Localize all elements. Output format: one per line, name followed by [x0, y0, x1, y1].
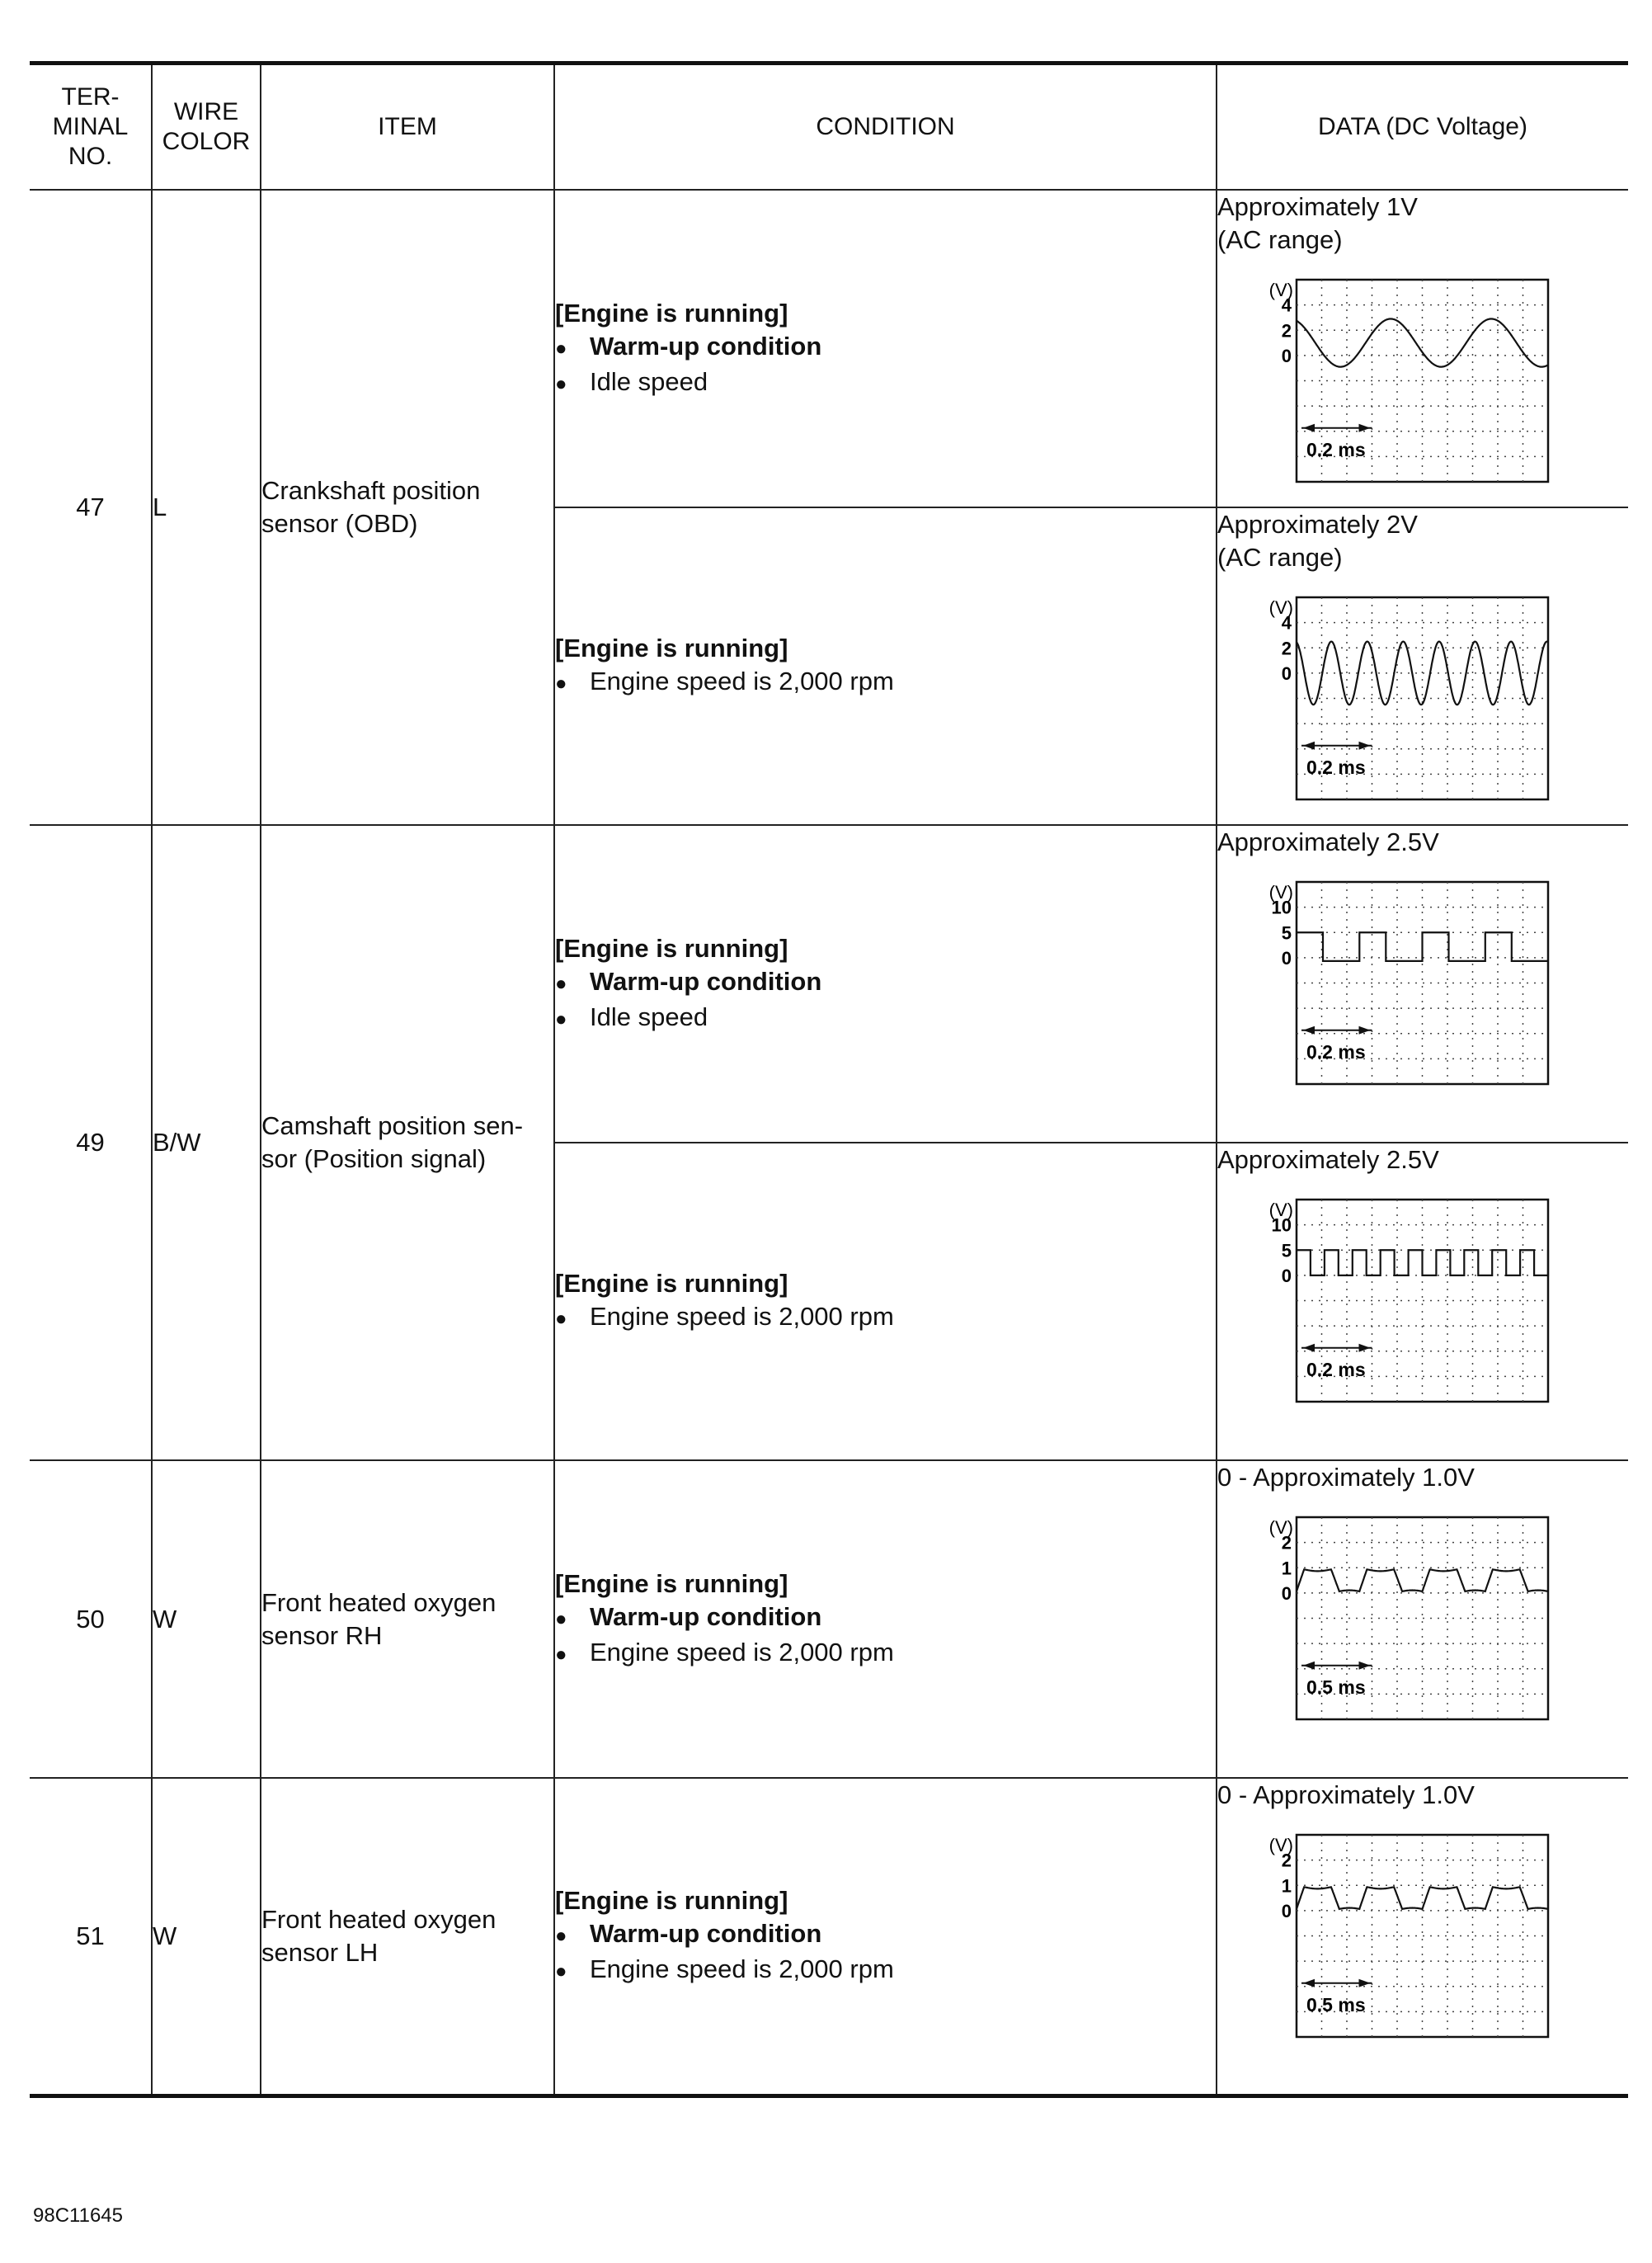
- scope-y-tick-label: 0: [1281, 947, 1292, 969]
- header-item: ITEM: [261, 64, 554, 191]
- condition-bullet: ● Warm-up condition: [555, 330, 1216, 365]
- oscilloscope-display: [1250, 265, 1628, 487]
- scope-unit-label: (V): [1268, 280, 1293, 300]
- condition-cell: [554, 190, 1217, 507]
- data-cell: [1217, 507, 1628, 825]
- scope-y-tick-label: 2: [1281, 638, 1292, 659]
- item-line: Crankshaft position: [261, 476, 481, 505]
- condition-bullet: ● Warm-up condition: [555, 965, 1216, 1001]
- wire-color: W: [152, 1460, 261, 1778]
- terminal-number: 50: [30, 1460, 152, 1778]
- table-row: [30, 1460, 1628, 1778]
- data-cell: [1217, 1778, 1628, 2096]
- scope-y-tick-label: 4: [1281, 612, 1292, 634]
- data-voltage-text: Approximately 1V: [1217, 192, 1418, 221]
- terminal-number: 49: [30, 825, 152, 1460]
- condition-heading: [Engine is running]: [555, 933, 788, 963]
- time-division-label: 0.2 ms: [1306, 1358, 1366, 1380]
- scope-y-tick-label: 0: [1281, 1582, 1292, 1604]
- table-row: [30, 190, 1628, 507]
- item-description: [261, 1460, 554, 1778]
- oscilloscope-waveform: [1250, 265, 1556, 487]
- data-cell: [1217, 190, 1628, 507]
- item-description: [261, 1778, 554, 2096]
- data-cell: [1217, 1143, 1628, 1460]
- oscilloscope-display: [1250, 1502, 1628, 1724]
- condition-bullet: ● Engine speed is 2,000 rpm: [555, 1300, 1216, 1336]
- wire-color: W: [152, 1778, 261, 2096]
- scope-y-tick-label: 5: [1281, 1240, 1292, 1261]
- data-voltage-text: Approximately 2V: [1217, 510, 1418, 539]
- header-row: [30, 64, 1628, 191]
- data-voltage-text: Approximately 2.5V: [1217, 1145, 1439, 1174]
- figure-code: 98C11645: [33, 2204, 123, 2227]
- scope-y-tick-label: 0: [1281, 345, 1292, 366]
- data-cell: [1217, 1460, 1628, 1778]
- scope-y-tick-label: 2: [1281, 1850, 1292, 1871]
- oscilloscope-waveform: [1250, 867, 1556, 1089]
- item-line: sensor LH: [261, 1937, 379, 1967]
- condition-bullet: ● Engine speed is 2,000 rpm: [555, 665, 1216, 700]
- item-line: Camshaft position sen-: [261, 1111, 524, 1140]
- scope-y-tick-label: 2: [1281, 320, 1292, 342]
- scope-unit-label: (V): [1268, 1200, 1293, 1220]
- condition-heading: [Engine is running]: [555, 298, 788, 328]
- scope-y-tick-label: 0: [1281, 1265, 1292, 1286]
- condition-cell: [554, 507, 1217, 825]
- header-wire-color: WIRE COLOR: [152, 64, 261, 191]
- time-division-label: 0.2 ms: [1306, 756, 1366, 778]
- oscilloscope-display: [1250, 1185, 1628, 1407]
- condition-bullet: ● Engine speed is 2,000 rpm: [555, 1953, 1216, 1988]
- condition-cell: [554, 1143, 1217, 1460]
- scope-y-tick-label: 0: [1281, 1900, 1292, 1921]
- oscilloscope-display: [1250, 867, 1628, 1089]
- header-terminal-no: TER- MINAL NO.: [30, 64, 152, 191]
- condition-cell: [554, 1460, 1217, 1778]
- scope-y-tick-label: 10: [1271, 1214, 1292, 1236]
- terminal-data-sheet: [30, 61, 1628, 2098]
- oscilloscope-display: [1250, 1820, 1628, 2042]
- data-voltage-text: Approximately 2.5V: [1217, 827, 1439, 856]
- condition-bullet: ● Warm-up condition: [555, 1917, 1216, 1953]
- oscilloscope-waveform: [1250, 1820, 1556, 2042]
- data-voltage-text: 0 - Approximately 1.0V: [1217, 1780, 1475, 1809]
- wire-color: B/W: [152, 825, 261, 1460]
- condition-bullet: ● Idle speed: [555, 1001, 1216, 1036]
- oscilloscope-display: [1250, 582, 1628, 804]
- data-voltage-text: (AC range): [1217, 543, 1343, 572]
- scope-unit-label: (V): [1268, 1517, 1293, 1538]
- item-line: sor (Position signal): [261, 1144, 487, 1173]
- time-division-label: 0.2 ms: [1306, 1040, 1366, 1063]
- oscilloscope-waveform: [1250, 1185, 1556, 1407]
- scope-y-tick-label: 0: [1281, 662, 1292, 684]
- scope-y-tick-label: 1: [1281, 1558, 1292, 1579]
- header-data: DATA (DC Voltage): [1217, 64, 1628, 191]
- condition-heading: [Engine is running]: [555, 1269, 788, 1298]
- time-division-label: 0.5 ms: [1306, 1993, 1366, 2015]
- item-line: sensor RH: [261, 1620, 383, 1650]
- item-line: Front heated oxygen: [261, 1904, 497, 1934]
- table-row: [30, 1778, 1628, 2096]
- condition-bullet: ● Warm-up condition: [555, 1601, 1216, 1636]
- condition-bullet: ● Idle speed: [555, 365, 1216, 401]
- time-division-label: 0.5 ms: [1306, 1676, 1366, 1698]
- oscilloscope-waveform: [1250, 582, 1556, 804]
- condition-cell: [554, 1778, 1217, 2096]
- table-row: [30, 825, 1628, 1143]
- data-voltage-text: 0 - Approximately 1.0V: [1217, 1463, 1475, 1492]
- scope-unit-label: (V): [1268, 597, 1293, 618]
- condition-heading: [Engine is running]: [555, 634, 788, 662]
- scope-y-tick-label: 4: [1281, 295, 1292, 316]
- condition-heading: [Engine is running]: [555, 1885, 788, 1915]
- scope-y-tick-label: 10: [1271, 897, 1292, 918]
- scope-y-tick-label: 2: [1281, 1532, 1292, 1553]
- scope-unit-label: (V): [1268, 1835, 1293, 1855]
- scope-y-tick-label: 1: [1281, 1875, 1292, 1897]
- oscilloscope-waveform: [1250, 1502, 1556, 1724]
- item-description: [261, 190, 554, 825]
- terminal-table: [30, 61, 1628, 2098]
- header-condition: CONDITION: [554, 64, 1217, 191]
- condition-cell: [554, 825, 1217, 1143]
- scope-unit-label: (V): [1268, 882, 1293, 903]
- scope-y-tick-label: 5: [1281, 922, 1292, 944]
- terminal-number: 47: [30, 190, 152, 825]
- item-line: Front heated oxygen: [261, 1587, 497, 1617]
- table-body: [30, 190, 1628, 2096]
- data-cell: [1217, 825, 1628, 1143]
- terminal-number: 51: [30, 1778, 152, 2096]
- time-division-label: 0.2 ms: [1306, 438, 1366, 460]
- item-description: [261, 825, 554, 1460]
- data-voltage-text: (AC range): [1217, 225, 1343, 254]
- item-line: sensor (OBD): [261, 509, 418, 538]
- wire-color: L: [152, 190, 261, 825]
- condition-bullet: ● Engine speed is 2,000 rpm: [555, 1636, 1216, 1671]
- condition-heading: [Engine is running]: [555, 1568, 788, 1598]
